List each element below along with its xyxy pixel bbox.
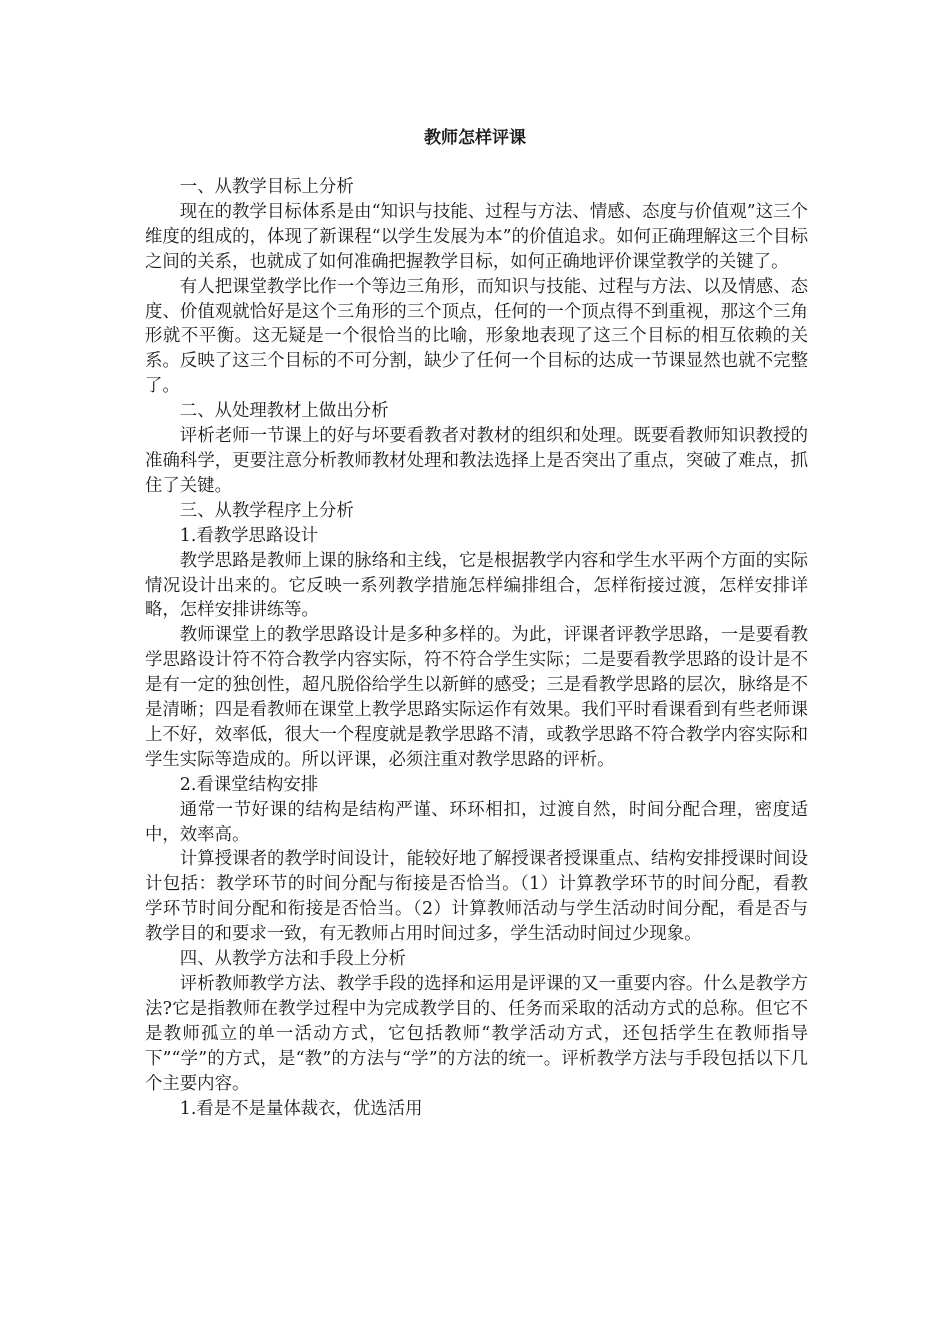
document-body — [145, 175, 808, 1121]
subheading: 1.看教学思路设计 — [179, 525, 319, 546]
heading-2-teaching-materials: 二、从处理教材上做出分析 — [179, 401, 389, 422]
paragraph: 有人把课堂教学比作一个等边三角形，而知识与技能、过程与方法、以及情感、态度、价值观就恰好是这个三角形的三个顶点，任何的一个顶点得不到重视，那这个三角形就不平衡。这无疑是一个很恰当的比喻，形象地表现了这三个目标的相互依赖的关系。反映了这三个目标的不可分割，缺少了任何一个目标的达成一节课显然也就不完整了。 — [145, 276, 808, 397]
heading-3-teaching-procedure: 三、从教学程序上分析 — [179, 500, 354, 521]
subheading: 1.看是不是量体裁衣，优选活用 — [179, 1098, 423, 1119]
heading-1-teaching-goals: 一、从教学目标上分析 — [179, 177, 354, 197]
heading-4-teaching-methods: 四、从教学方法和手段上分析 — [179, 949, 406, 970]
paragraph: 计算授课者的教学时间设计，能较好地了解授课者授课重点、结构安排授课时间设计包括：教学环节的时间分配与衔接是否恰当。（1）计算教学环节的时间分配，看教学环节时间分配和衔接是否恰当。（2）计算教师活动与学生活动时间分配，看是否与教学目的和要求一致，有无教师占用时间过多，学生活动时间过少现象。 — [145, 849, 808, 945]
paragraph: 教师课堂上的教学思路设计是多种多样的。为此，评课者评教学思路，一是要看教学思路设计符不符合教学内容实际，符不符合学生实际；二是要看教学思路的设计是不是有一定的独创性，超凡脱俗给学生以新鲜的感受；三是看教学思路的层次，脉络是不是清晰；四是看教师在课堂上教学思路实际运作有效果。我们平时看课看到有些老师课上不好，效率低，很大一个程度就是教学思路不清，或教学思路不符合教学内容实际和学生实际等造成的。所以评课，必须注重对教学思路的评析。 — [145, 625, 808, 770]
paragraph: 评析老师一节课上的好与坏要看教者对教材的组织和处理。既要看教师知识教授的准确科学，更要注意分析教师教材处理和教法选择上是否突出了重点，突破了难点，抓住了关键。 — [145, 426, 808, 496]
paragraph: 教学思路是教师上课的脉络和主线，它是根据教学内容和学生水平两个方面的实际情况设计出来的。它反映一系列教学措施怎样编排组合，怎样衔接过渡，怎样安排详略，怎样安排讲练等。 — [145, 550, 808, 621]
paragraph: 通常一节好课的结构是结构严谨、环环相扣，过渡自然，时间分配合理，密度适中，效率高。 — [145, 799, 808, 845]
paragraph: 评析教师教学方法、教学手段的选择和运用是评课的又一重要内容。什么是教学方法?它是指教师在教学过程中为完成教学目的、任务而采取的活动方式的总称。但它不是教师孤立的单一活动方式，它包括教师“教学活动方式，还包括学生在教师指导下”“学”的方式，是“教”的方法与“学”的方法的统一。评析教学方法与手段包括以下几个主要内容。 — [145, 974, 808, 1094]
paragraph: 现在的教学目标体系是由“知识与技能、过程与方法、情感、态度与价值观”这三个维度的组成的，体现了新课程“以学生发展为本”的价值追求。如何正确理解这三个目标之间的关系，也就成了如何准确把握教学目标，如何正确地评价课堂教学的关键了。 — [145, 201, 808, 272]
document-title: 教师怎样评课 — [424, 128, 526, 148]
subheading: 2.看课堂结构安排 — [179, 774, 319, 795]
